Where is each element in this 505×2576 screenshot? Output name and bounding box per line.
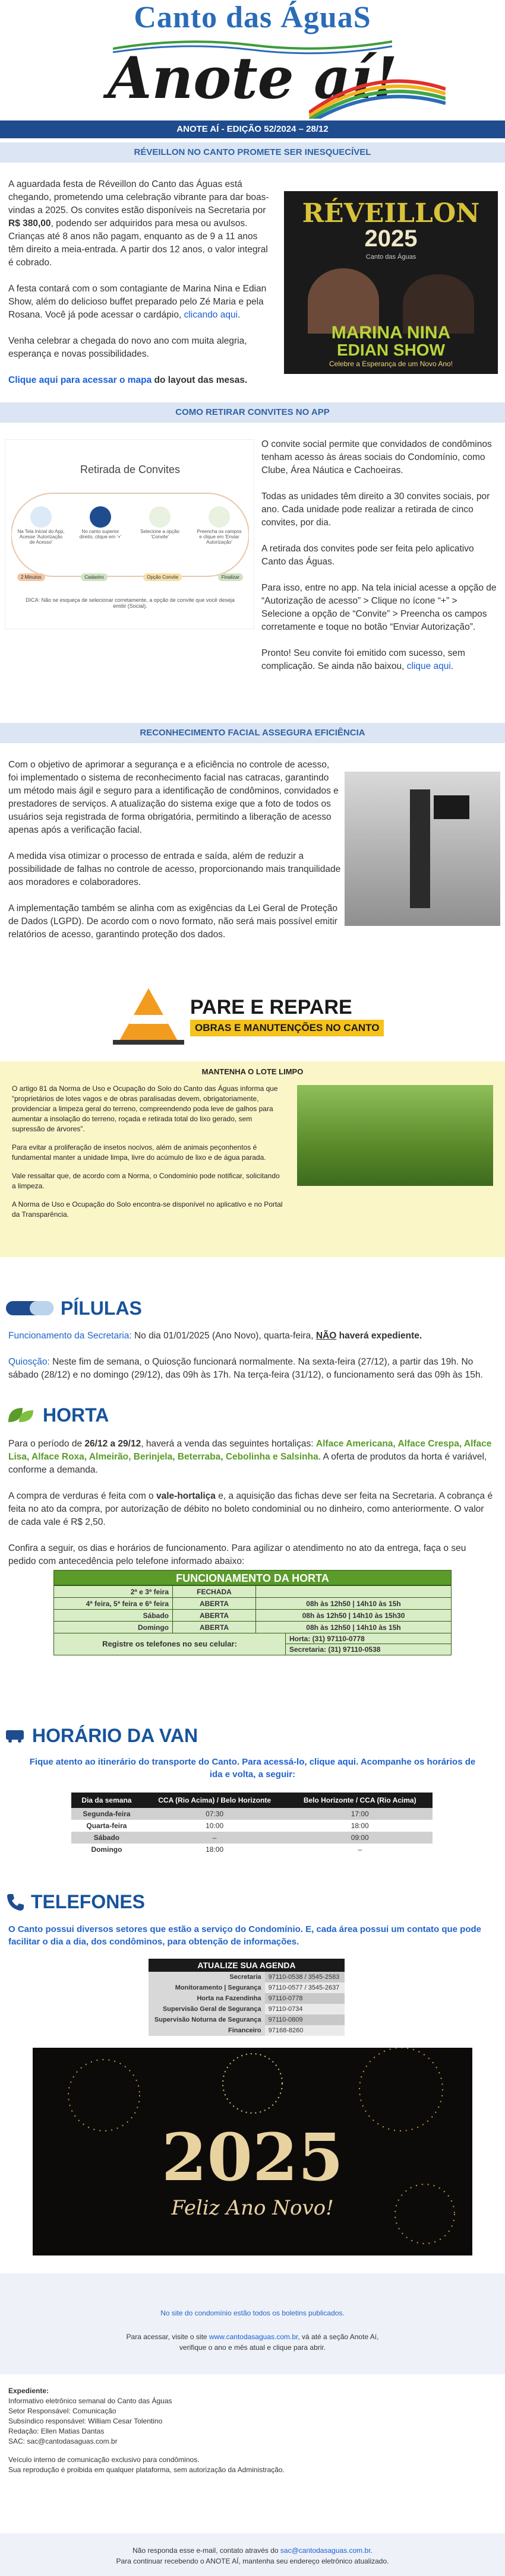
- van-day: Quarta-feira: [71, 1820, 142, 1832]
- reveillon-p1: A aguardada festa de Réveillon do Canto das Águas está chegando, prometendo uma celebração vibrante para dar boas-vindas a 2025. Os convites estão disponíveis na Secretaria por R$ 380,00, podendo ser adquiridos para mesa ou avulsos. Crianças até 8 anos não pagam, enquanto as de 9 a 11 anos têm direito a meia-entrada. A partir dos 12 anos, o valor integral é cobrado.: [8, 179, 269, 268]
- new-year-greeting: Feliz Ano Novo!: [171, 2196, 334, 2220]
- van-row: [71, 1808, 433, 1820]
- itinerary-link[interactable]: Para acessá-lo, clique aqui: [242, 1757, 356, 1767]
- pill-icon: [5, 1299, 55, 1318]
- convites-p5: Pronto! Seu convite foi emitido com sucesso, sem complicação. Se ainda não baixou, clique aqui.: [261, 648, 465, 671]
- facial-p2: A medida visa otimizar o processo de entrada e saída, além de reduzir a possibilidade de falhas no controle de acesso, proporcionando mais tranquilidade aos moradores e colaboradores.: [8, 851, 341, 887]
- horta-row: [54, 1586, 452, 1598]
- van-heading: [0, 1721, 505, 1750]
- van-day: Sábado: [71, 1832, 142, 1844]
- horta-row: [54, 1598, 452, 1610]
- reveillon-text: [8, 178, 270, 400]
- horta-schedule-table: [53, 1585, 452, 1633]
- van-time: 10:00: [142, 1820, 288, 1832]
- obras-box: [0, 1061, 505, 1257]
- van-header-cell: Belo Horizonte / CCA (Rio Acima): [287, 1793, 433, 1808]
- poster-year: 2025: [364, 226, 418, 252]
- obras-banner: [107, 985, 398, 1045]
- rainbow-swoosh: [309, 71, 446, 119]
- phone-number[interactable]: 97168-8260: [265, 2025, 345, 2036]
- footer-vehicle-1: Veículo interno de comunicação exclusivo para condôminos.: [8, 2456, 200, 2464]
- obras-b3: Vale ressaltar que, de acordo com a Norma, o Condomínio pode notificar, solicitando a limpeza.: [12, 1172, 280, 1190]
- phone-number[interactable]: 97110-0538 / 3545-2583: [265, 1972, 345, 1982]
- convites-p2: Todas as unidades têm direito a 30 convites sociais, por ano. Cada unidade pode realizar a retirada de cinco convites, por dia.: [261, 491, 490, 528]
- footer-site-note: No site do condomínio estão todos os boletins publicados.: [160, 2309, 345, 2317]
- horta-row: [54, 1610, 452, 1622]
- tag: Finalizar: [218, 573, 243, 581]
- section-title-reveillon: RÉVEILLON NO CANTO PROMETE SER INESQUECÍVEL: [0, 142, 505, 163]
- phone-sector: Supervisão Noturna de Segurança: [149, 2015, 265, 2025]
- horta-heading: [0, 1401, 505, 1429]
- telefones-title: TELEFONES: [31, 1890, 146, 1912]
- van-day: Segunda-feira: [71, 1808, 142, 1820]
- reveillon-poster: [284, 191, 498, 374]
- obras-banner-title: PARE E REPARE: [190, 996, 352, 1019]
- horta-hours: [256, 1586, 452, 1598]
- horta-p3: Confira a seguir, os dias e horários de funcionamento. Para agilizar o atendimento no ato da entrega, faça o seu pedido com antecedência pelo telefone informado abaixo:: [8, 1543, 466, 1566]
- facial-p1: Com o objetivo de aprimorar a segurança e a eficiência no controle de acesso, foi implementado o sistema de reconhecimento facial nas catracas, garantindo um método mais ágil e seguro para a identificação de condôminos, convidados e prestadores de serviços. A atualização do sistema exige que a foto de todos os usuários seja registrada de forma obrigatória, permitindo a liberação de acesso apenas após a verificação facial.: [8, 760, 339, 835]
- expediente-line: Informativo eletrônico semanal do Canto das Águas: [8, 2397, 172, 2405]
- obras-banner-subtitle: OBRAS E MANUTENÇÕES NO CANTO: [190, 1020, 384, 1036]
- sac-link[interactable]: sac@cantodasaguas.com.br: [280, 2546, 371, 2555]
- phone-sector: Monitoramento | Segurança: [149, 1982, 265, 1993]
- horta-hours: 08h às 12h50 | 14h10 às 15h: [256, 1622, 452, 1633]
- expediente-line: SAC: sac@cantodasaguas.com.br: [8, 2437, 118, 2445]
- pilula-quioscao: Quiosção: Neste fim de semana, o Quiosção funcionará normalmente. Na sexta-feira (27/12), a partir das 19h. No sábado (28/12) e no domingo (29/12), das 09h às 17h. Na terça-feira (31/12), o funcionamento será das 09h às 15h.: [8, 1357, 483, 1380]
- tag: 2 Minutos: [17, 573, 45, 581]
- horta-status: FECHADA: [173, 1586, 256, 1598]
- horta-p2: A compra de verduras é feita com o vale-hortaliça e, a aquisição das fichas deve ser feita na Secretaria. A cobrança é feita no ato da compra, por autorização de débito no boleto condominial ou no dinheiro, como anteriormente. O valor de cada vale é R$ 2,50.: [8, 1491, 493, 1527]
- obras-b4: A Norma de Uso e Ocupação do Solo encontra-se disponível no aplicativo e no Portal da Transparência.: [12, 1200, 283, 1219]
- van-schedule-table: [71, 1793, 433, 1855]
- edition-bar: ANOTE AÍ - EDIÇÃO 52/2024 – 28/12: [0, 120, 505, 138]
- footer-noreply: Não responda esse e-mail, contato através do sac@cantodasaguas.com.br.: [132, 2546, 373, 2555]
- horta-row: [54, 1622, 452, 1633]
- anote-title: Anote aí!: [108, 45, 397, 112]
- obras-b2: Para evitar a proliferação de insetos nocivos, além de animais peçonhentos é fundamental manter a unidade limpa, livre do acúmulo de lixo e de água parada.: [12, 1143, 266, 1162]
- van-header-cell: Dia da semana: [71, 1793, 142, 1808]
- phone-icon: [5, 1892, 25, 1912]
- obras-box-title: MANTENHA O LOTE LIMPO: [201, 1067, 304, 1076]
- section-title-facial: RECONHECIMENTO FACIAL ASSEGURA EFICIÊNCIA: [0, 723, 505, 743]
- face-reader: [434, 795, 469, 819]
- expediente-line: Setor Responsável: Comunicação: [8, 2407, 116, 2415]
- van-time: –: [287, 1844, 433, 1855]
- van-row: [71, 1820, 433, 1832]
- horta-table: [53, 1570, 452, 1655]
- horta-hours: 08h às 12h50 | 14h10 às 15h: [256, 1598, 452, 1610]
- header: [0, 0, 505, 119]
- new-year-number: 2025: [161, 2119, 344, 2196]
- footer-vehicle-2: Sua reprodução é proibida em qualquer plataforma, sem autorização da Administração.: [8, 2466, 285, 2474]
- horta-day: Sábado: [54, 1610, 173, 1622]
- van-intro: Fique atento ao itinerário do transporte do Canto. Para acessá-lo, clique aqui. Acompanhe os horários de ida e volta, a seguir:: [29, 1757, 476, 1779]
- van-header-cell: CCA (Rio Acima) / Belo Horizonte: [142, 1793, 288, 1808]
- phone-row: [149, 1972, 345, 1982]
- horta-phone[interactable]: Horta: (31) 97110-0778: [286, 1633, 451, 1644]
- van-row: [71, 1832, 433, 1844]
- obras-b1: O artigo 81 da Norma de Uso e Ocupação do Solo do Canto das Águas informa que “proprietários de lotes vagos e de obras paralisadas devem, obrigatoriamente, providenciar a limpeza geral do terreno, compreendendo poda leve de galhos para aumentar a insolação do terreno, roçada e retirada total do lixo gerado, sem supressão de árvores”.: [12, 1084, 278, 1133]
- obras-box-text: [12, 1084, 285, 1220]
- section-title-convites: COMO RETIRAR CONVITES NO APP: [0, 402, 505, 423]
- footer-access: Para acessar, visite o site www.cantodasaguas.com.br, vá até a seção Anote Aí,: [126, 2333, 379, 2341]
- expediente-title: Expediente:: [8, 2387, 49, 2395]
- step-3: Selecione a opção 'Convite': [140, 529, 179, 540]
- tag: Opção Convite: [143, 573, 182, 581]
- van-title: HORÁRIO DA VAN: [32, 1724, 198, 1746]
- footer-bottom: [0, 2533, 505, 2576]
- horta-status: ABERTA: [173, 1610, 256, 1622]
- menu-link[interactable]: clicando aqui: [184, 310, 238, 320]
- poster-subtitle: Canto das Águas: [365, 253, 416, 261]
- van-time: 18:00: [142, 1844, 288, 1855]
- telefones-table: [149, 1959, 345, 2036]
- van-icon: [5, 1728, 26, 1743]
- phone-row: [149, 2025, 345, 2036]
- new-year-image: [33, 2048, 472, 2255]
- phone-number[interactable]: 97110-0809: [265, 2015, 345, 2025]
- convites-p4: Para isso, entre no app. Na tela inicial acesse a opção de “Autorização de acesso” > Clique no ícone “+” > Selecione a opção de “Convite” > Preencha os campos corretamente e toque no botão “Enviar Autorização”.: [261, 583, 497, 632]
- van-time: 07:30: [142, 1808, 288, 1820]
- pilula-secretaria: Funcionamento da Secretaria: No dia 01/01/2025 (Ano Novo), quarta-feira, NÃO haverá expediente.: [8, 1331, 422, 1341]
- step-1: Na Tela Inicial do App, Acesse 'Autorização de Acesso': [17, 529, 65, 545]
- footer-site: [0, 2273, 505, 2374]
- map-link[interactable]: Clique aqui para acessar o mapa: [8, 375, 152, 385]
- leaf-icon: [5, 1404, 37, 1426]
- step-4: Preencha os campos e clique em 'Enviar Autorização': [197, 529, 242, 545]
- infographic-tags: [17, 573, 243, 581]
- telefones-table-title: ATUALIZE SUA AGENDA: [149, 1959, 345, 1972]
- pilulas-title: PÍLULAS: [61, 1297, 142, 1319]
- phone-number[interactable]: 97110-0577 / 3545-2637: [265, 1982, 345, 1993]
- horta-p1: Para o período de 26/12 a 29/12, haverá a venda das seguintes hortaliças: Alface Americana, Alface Crespa, Alface Lisa, Alface Roxa, Almeirão, Berinjela, Beterraba, Cebolinha e Salsinha. A oferta de produtos da horta é variável, conforme a demanda.: [8, 1439, 492, 1475]
- poster-artist-1: MARINA NINA: [331, 323, 451, 342]
- van-time: 17:00: [287, 1808, 433, 1820]
- traffic-cone-icon: [107, 985, 190, 1045]
- van-time: 18:00: [287, 1820, 433, 1832]
- phone-sector: Horta na Fazendinha: [149, 1993, 265, 2004]
- horta-day: Domingo: [54, 1622, 173, 1633]
- pilulas-heading: [0, 1294, 505, 1322]
- site-link[interactable]: www.cantodasaguas.com.br: [209, 2333, 298, 2341]
- phone-sector: Supervisão Geral de Segurança: [149, 2004, 265, 2015]
- convites-infographic: [5, 439, 254, 629]
- tag: Cadastro: [81, 573, 107, 581]
- van-time: 09:00: [287, 1832, 433, 1844]
- convites-p3: A retirada dos convites pode ser feita pelo aplicativo Canto das Águas.: [261, 544, 474, 567]
- reveillon-p4: Clique aqui para acessar o mapa do layout das mesas.: [8, 375, 248, 385]
- reveillon-p3: Venha celebrar a chegada do novo ano com muita alegria, esperança e novas possibilidades.: [8, 336, 247, 359]
- van-day: Domingo: [71, 1844, 142, 1855]
- phone-sector: Secretaria: [149, 1972, 265, 1982]
- facial-text: [8, 759, 341, 954]
- horta-status: ABERTA: [173, 1622, 256, 1633]
- horta-status: ABERTA: [173, 1598, 256, 1610]
- phone-row: [149, 2015, 345, 2025]
- van-time: –: [142, 1832, 288, 1844]
- secretaria-phone[interactable]: Secretaria: (31) 97110-0538: [289, 1645, 381, 1654]
- expediente-line: Redação: Ellen Matias Dantas: [8, 2427, 105, 2435]
- poster-title: RÉVEILLON: [302, 198, 480, 229]
- facial-p3: A implementação também se alinha com as exigências da Lei Geral de Proteção de Dados (LGPD). De acordo com o novo formato, não será mais possível emitir relatórios de acesso, garantindo proteção dos dados.: [8, 903, 337, 940]
- expediente-line: Subsíndico responsável: William Cesar Tolentino: [8, 2417, 163, 2425]
- reveillon-p2: A festa contará com o som contagiante de Marina Nina e Edian Show, além do delicioso buffet preparado pelo Zé Maria e pela Rosana. Você já pode acessar o cardápio, clicando aqui.: [8, 284, 267, 320]
- telefones-heading: [0, 1887, 505, 1916]
- turnstile-photo: [345, 772, 500, 926]
- phone-sector: Financeiro: [149, 2025, 265, 2036]
- poster-tagline: Celebre a Esperança de um Novo Ano!: [329, 360, 453, 368]
- horta-table-title: FUNCIONAMENTO DA HORTA: [53, 1570, 452, 1585]
- telefones-intro: O Canto possui diversos setores que estão a serviço do Condomínio. E, cada área possui um contato que pode facilitar o dia a dia, dos condôminos, para obtenção de informações.: [8, 1924, 482, 1947]
- footer-update-note: Para continuar recebendo o ANOTE AÍ, mantenha seu endereço eletrônico atualizado.: [116, 2557, 389, 2565]
- footer-access-hint: verifique o ano e mês atual e clique para abrir.: [179, 2343, 326, 2352]
- horta-phones: [53, 1633, 452, 1655]
- phone-row: [149, 1982, 345, 1993]
- phone-number[interactable]: 97110-0734: [265, 2004, 345, 2015]
- infographic-title: Retirada de Convites: [80, 464, 181, 475]
- phone-row: [149, 2004, 345, 2015]
- phone-number[interactable]: 97110-0778: [265, 1993, 345, 2004]
- pilulas-text: [8, 1330, 495, 1395]
- poster-artist-2: EDIAN SHOW: [337, 341, 445, 359]
- van-row: [71, 1844, 433, 1855]
- footer-expediente: [8, 2386, 495, 2475]
- horta-day: 2ª e 3ª feira: [54, 1586, 173, 1598]
- download-app-link[interactable]: clique aqui: [406, 661, 451, 671]
- infographic-note: DICA: Não se esqueça de selecionar corretamente, a opção de convite que você deseja emitir (Social).: [26, 597, 235, 609]
- convites-text: [261, 438, 499, 686]
- convites-p1: O convite social permite que convidados de condôminos tenham acesso às áreas sociais do Condomínio, como Clube, Área Náutica e Cachoeiras.: [261, 439, 492, 475]
- turnstile-post: [410, 789, 430, 908]
- brand-logo: Canto das ÁguaS: [134, 1, 371, 34]
- horta-day: 4ª feira, 5ª feira e 6ª feira: [54, 1598, 173, 1610]
- horta-title: HORTA: [43, 1404, 109, 1426]
- clean-lot-photo: [297, 1085, 493, 1186]
- phone-row: [149, 1993, 345, 2004]
- horta-hours: 08h às 12h50 | 14h10 às 15h30: [256, 1610, 452, 1622]
- horta-phones-label: Registre os telefones no seu celular:: [54, 1633, 286, 1655]
- step-2: No canto superior direito, clique em '+': [79, 529, 122, 540]
- horta-text: [8, 1438, 495, 1581]
